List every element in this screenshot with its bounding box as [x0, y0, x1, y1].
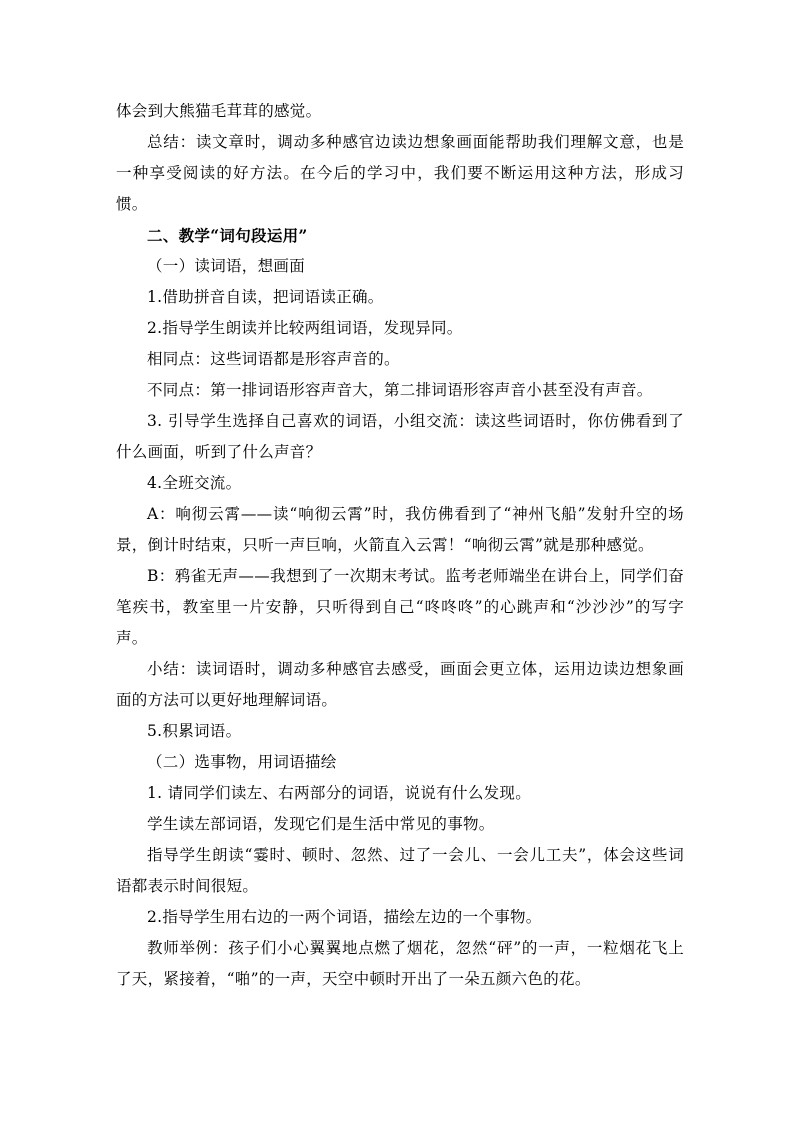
paragraph: 教师举例：孩子们小心翼翼地点燃了烟花，忽然“砰”的一声，一粒烟花飞上了天，紧接着，“啪”的一声，天空中顿时开出了一朵五颜六色的花。 [116, 939, 684, 988]
paragraph: 不同点：第一排词语形容声音大，第二排词语形容声音小甚至没有声音。 [147, 381, 653, 399]
subsection-heading: （一）读词语，想画面 [147, 257, 306, 275]
paragraph: 小结：读词语时，调动多种感官去感受，画面会更立体，运用边读边想象画面的方法可以更好地理解词语。 [116, 660, 684, 709]
paragraph: 5.积累词语。 [147, 722, 242, 740]
paragraph: 2.指导学生用右边的一两个词语，描绘左边的一个事物。 [147, 908, 542, 926]
paragraph: B：鸦雀无声——我想到了一次期末考试。监考老师端坐在讲台上，同学们奋笔疾书，教室里一片安静，只听得到自己“咚咚咚”的心跳声和“沙沙沙”的写字声。 [116, 567, 684, 647]
paragraph: 1. 请同学们读左、右两部分的词语，说说有什么发现。 [147, 784, 532, 802]
paragraph: 相同点：这些词语都是形容声音的。 [147, 350, 400, 368]
paragraph: 指导学生朗读“霎时、顿时、忽然、过了一会儿、一会儿工夫”，体会这些词语都表示时间很短。 [116, 846, 684, 895]
paragraph: 体会到大熊猫毛茸茸的感觉。 [116, 102, 322, 120]
paragraph: 1.借助拼音自读，把词语读正确。 [147, 288, 384, 306]
paragraph: 4.全班交流。 [147, 474, 242, 492]
paragraph: 3. 引导学生选择自己喜欢的词语，小组交流：读这些词语时，你仿佛看到了什么画面，听到了什么声音？ [116, 412, 684, 461]
paragraph: A：响彻云霄——读“响彻云霄”时，我仿佛看到了“神州飞船”发射升空的场景，倒计时结束，只听一声巨响，火箭直入云霄！“响彻云霄”就是那种感觉。 [116, 505, 684, 554]
subsection-heading: （二）选事物，用词语描绘 [147, 753, 337, 771]
paragraph: 2.指导学生朗读并比较两组词语，发现异同。 [147, 319, 463, 337]
paragraph: 学生读左部词语，发现它们是生活中常见的事物。 [147, 815, 495, 833]
section-heading: 二、教学“词句段运用” [147, 226, 308, 245]
paragraph: 总结：读文章时，调动多种感官边读边想象画面能帮助我们理解文意，也是一种享受阅读的好方法。在今后的学习中，我们要不断运用这种方法，形成习惯。 [116, 133, 684, 213]
